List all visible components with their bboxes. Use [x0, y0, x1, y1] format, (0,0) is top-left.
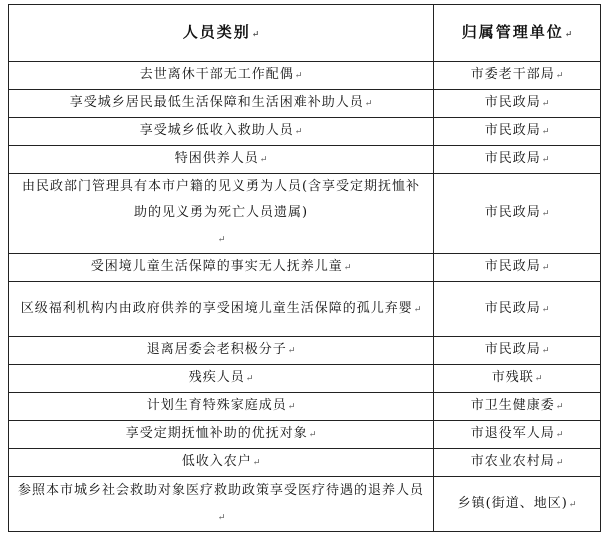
unit-cell — [434, 477, 601, 532]
paragraph-mark-icon: ↵ — [217, 235, 226, 245]
unit-cell — [434, 146, 601, 174]
paragraph-mark-icon: ↵ — [541, 304, 550, 315]
category-text: 低收入农户 — [181, 454, 252, 469]
table-row — [9, 174, 601, 254]
category-cell — [9, 421, 434, 449]
paragraph-mark-icon: ↵ — [294, 71, 303, 81]
unit-cell — [434, 254, 601, 282]
paragraph-mark-icon: ↵ — [541, 127, 550, 137]
paragraph-mark-icon: ↵ — [294, 127, 303, 137]
paragraph-mark-icon: ↵ — [555, 402, 564, 412]
header-unit — [434, 5, 601, 62]
category-text: 退离居委会老积极分子 — [146, 342, 287, 357]
paragraph-mark-icon: ↵ — [541, 346, 550, 356]
paragraph-mark-icon: ↵ — [364, 99, 373, 109]
category-text: 区级福利机构内由政府供养的享受困境儿童生活保障的孤儿弃婴 — [20, 300, 413, 316]
unit-text: 市民政局 — [484, 259, 541, 274]
paragraph-mark-icon: ↵ — [259, 155, 268, 165]
unit-cell — [434, 337, 601, 365]
category-text: 参照本市城乡社会救助对象医疗救助政策享受医疗待遇的退养人员 — [17, 482, 424, 498]
category-cell — [9, 477, 434, 532]
unit-cell — [434, 282, 601, 337]
table-row — [9, 282, 601, 337]
paragraph-mark-icon: ↵ — [413, 304, 422, 315]
category-text: 特困供养人员 — [174, 151, 259, 166]
unit-cell — [434, 90, 601, 118]
table-row — [9, 146, 601, 174]
unit-text: 市残联 — [491, 370, 534, 385]
paragraph-mark-icon: ↵ — [287, 346, 296, 356]
unit-text: 市卫生健康委 — [470, 398, 555, 413]
paragraph-mark-icon: ↵ — [541, 99, 550, 109]
category-cell — [9, 337, 434, 365]
category-cell — [9, 282, 434, 337]
category-text: 由民政部门管理具有本市户籍的见义勇为人员(含享受定期抚恤补助的见义勇为死亡人员遗属) — [21, 179, 421, 220]
paragraph-mark-icon: ↵ — [252, 458, 261, 468]
category-text: 享受定期抚恤补助的优抚对象 — [125, 426, 308, 441]
table-row — [9, 337, 601, 365]
paragraph-mark-icon: ↵ — [251, 29, 260, 40]
unit-text: 市委老干部局 — [470, 67, 555, 82]
paragraph-mark-icon: ↵ — [308, 430, 317, 440]
category-cell — [9, 174, 434, 254]
category-cell — [9, 449, 434, 477]
paragraph-mark-icon: ↵ — [555, 71, 564, 81]
paragraph-mark-icon: ↵ — [541, 155, 550, 165]
unit-cell — [434, 62, 601, 90]
table-row — [9, 393, 601, 421]
category-text: 计划生育特殊家庭成员 — [146, 398, 287, 413]
table-header-row — [9, 5, 601, 62]
category-text: 享受城乡居民最低生活保障和生活困难补助人员 — [69, 95, 364, 110]
table-row — [9, 365, 601, 393]
paragraph-mark-icon: ↵ — [568, 499, 577, 510]
category-text: 残疾人员 — [188, 370, 245, 385]
category-cell — [9, 365, 434, 393]
unit-text: 市民政局 — [484, 123, 541, 138]
paragraph-mark-icon: ↵ — [541, 209, 550, 219]
category-cell — [9, 146, 434, 174]
paragraph-mark-icon: ↵ — [555, 430, 564, 440]
unit-text: 市民政局 — [484, 151, 541, 166]
table-row — [9, 118, 601, 146]
paragraph-mark-icon: ↵ — [217, 512, 226, 523]
paragraph-mark-icon: ↵ — [541, 263, 550, 273]
unit-cell — [434, 118, 601, 146]
unit-text: 市退役军人局 — [470, 426, 555, 441]
header-category — [9, 5, 434, 62]
category-cell — [9, 118, 434, 146]
category-text: 享受城乡低收入救助人员 — [139, 123, 294, 138]
paragraph-mark-icon: ↵ — [343, 263, 352, 273]
paragraph-mark-icon: ↵ — [287, 402, 296, 412]
unit-text: 市民政局 — [484, 205, 541, 220]
unit-cell — [434, 421, 601, 449]
table-body — [9, 62, 601, 532]
table-row — [9, 62, 601, 90]
table-row — [9, 449, 601, 477]
header-unit-label: 归属管理单位 — [461, 22, 564, 41]
paragraph-mark-icon: ↵ — [564, 29, 573, 40]
table-row — [9, 90, 601, 118]
category-unit-table — [8, 4, 601, 532]
category-cell — [9, 254, 434, 282]
unit-text: 市民政局 — [484, 300, 541, 316]
unit-text: 市农业农村局 — [470, 454, 555, 469]
unit-cell — [434, 449, 601, 477]
header-category-label: 人员类别 — [182, 22, 251, 41]
category-text: 受困境儿童生活保障的事实无人抚养儿童 — [90, 259, 343, 274]
table-row — [9, 421, 601, 449]
unit-cell — [434, 365, 601, 393]
table-row — [9, 254, 601, 282]
unit-text: 市民政局 — [484, 95, 541, 110]
category-cell — [9, 393, 434, 421]
category-cell — [9, 90, 434, 118]
paragraph-mark-icon: ↵ — [245, 374, 254, 384]
paragraph-mark-icon: ↵ — [555, 458, 564, 468]
category-cell — [9, 62, 434, 90]
unit-text: 市民政局 — [484, 342, 541, 357]
unit-cell — [434, 174, 601, 254]
paragraph-mark-icon: ↵ — [534, 374, 543, 384]
table-row — [9, 477, 601, 532]
unit-text: 乡镇(街道、地区) — [457, 495, 568, 511]
category-text: 去世离休干部无工作配偶 — [139, 67, 294, 82]
unit-cell — [434, 393, 601, 421]
